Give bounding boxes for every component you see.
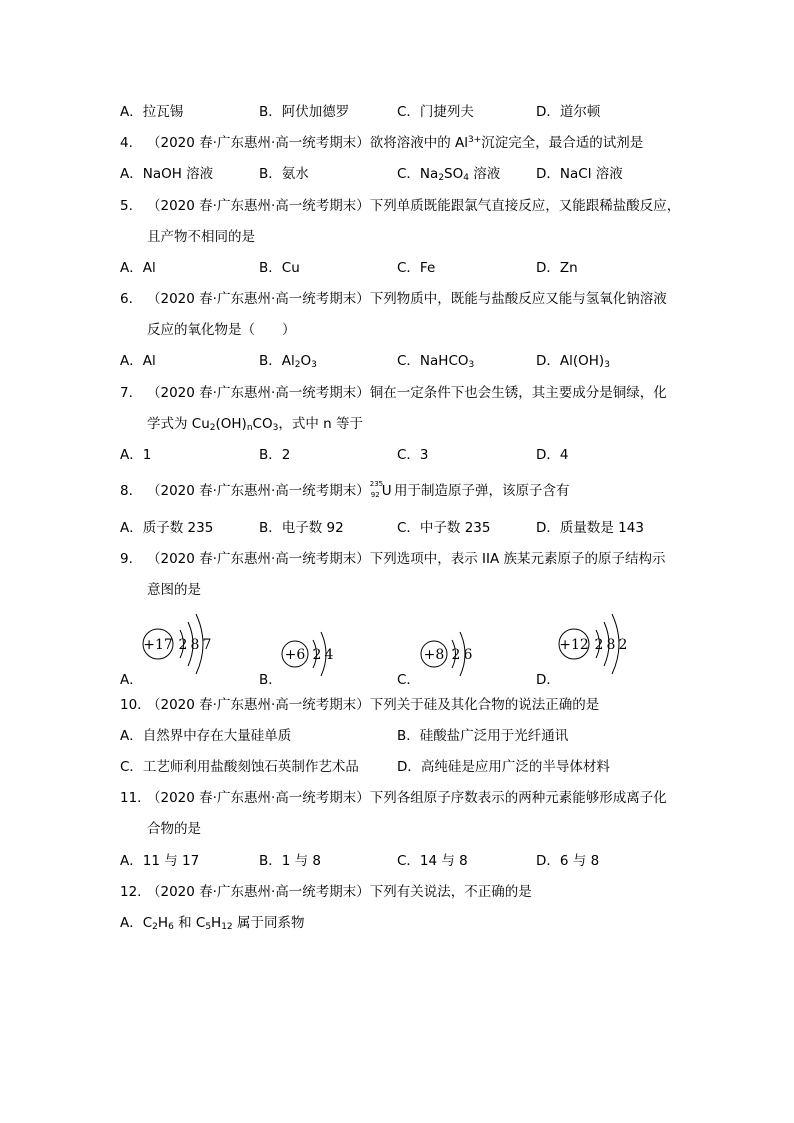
q4-options [0,164,794,184]
nucleus-charge: +17 [143,637,173,653]
nucleus-charge: +12 [559,637,589,653]
q5-option-b: B．Cu [259,260,300,276]
q5-text-line1: （2020 春·广东惠州·高一统考期末）下列单质既能跟氯气直接反应，又能跟稀盐酸反应， [147,198,681,214]
q9-stem-cont [0,580,794,600]
q11-text-line1: （2020 春·广东惠州·高一统考期末）下列各组原子序数表示的两种元素能够形成离子化 [147,790,667,806]
q6-text-line1: （2020 春·广东惠州·高一统考期末）下列物质中，既能与盐酸反应又能与氢氧化钠溶液 [147,291,667,307]
q11-number: 11. [120,790,142,806]
q11-option-b: B．1 与 8 [259,853,322,869]
q11-option-a: A．11 与 17 [120,853,200,869]
shell-electrons: 2 [451,647,461,663]
q5-option-c: C．Fe [397,260,436,276]
q11-option-c: C．14 与 8 [397,853,468,869]
isotope-atomic: 92 [370,491,380,499]
isotope-mass: 235 [369,480,384,488]
q11-options [0,851,794,871]
q3-option-d: D．道尔顿 [536,104,601,120]
q5-text-line2: 且产物不相同的是 [147,229,255,245]
shell-electrons: 4 [324,647,334,663]
q7-option-b: B．2 [259,447,291,463]
q8-option-a: A．质子数 235 [120,520,214,536]
q10-option-a: A．自然界中存在大量硅单质 [120,728,292,744]
q3-option-a: A．拉瓦锡 [120,104,184,120]
q7-options [0,445,794,465]
q10-text: （2020 春·广东惠州·高一统考期末）下列关于硅及其化合物的说法正确的是 [147,697,600,713]
q7-stem-cont [0,414,794,434]
q4-number: 4. [120,135,133,151]
q6-option-b: B．$Al_2O_3$ [259,353,317,370]
q5-option-a: A．Al [120,260,156,276]
atom-diagram-b [279,604,349,670]
shell-electrons: 2 [594,637,604,653]
q9-option-d: D． [536,672,560,688]
q7-option-c: C．3 [397,447,429,463]
q9-option-b: B． [259,672,282,688]
shell-electrons: 6 [463,647,473,663]
q3-options [0,102,794,122]
q10-options-row1 [0,726,794,746]
q8-number: 8. [120,483,133,499]
q7-text-line1: （2020 春·广东惠州·高一统考期末）铜在一定条件下也会生锈，其主要成分是铜绿，化 [147,385,667,401]
q7-option-a: A．1 [120,447,152,463]
q6-option-d: D．$Al(OH)_3$ [536,353,610,370]
q3-option-c: C．门捷列夫 [397,104,474,120]
q5-stem-cont [0,227,794,247]
q9-option-a: A． [120,672,143,688]
q6-options [0,351,794,371]
isotope-symbol: U [381,483,392,499]
q11-stem-cont [0,819,794,839]
q8-text: （2020 春·广东惠州·高一统考期末） 235 92 U 用于制造原子弹，该原子含有 [147,480,570,499]
q5-option-d: D．Zn [536,260,578,276]
q12-options [0,913,794,933]
shell-electrons: 2 [312,647,322,663]
q9-text-line1: （2020 春·广东惠州·高一统考期末）下列选项中，表示 IIA 族某元素原子的原子结构示 [147,551,666,567]
q4-stem [0,133,794,153]
q7-number: 7. [120,385,133,401]
shell-electrons: 7 [202,637,212,653]
q5-stem [0,196,794,216]
q8-option-b: B．电子数 92 [259,520,344,536]
atom-diagram-d [556,604,636,670]
q11-stem [0,788,794,808]
q9-option-c: C． [397,672,420,688]
q12-option-a: A．$C_2H_6$ 和 $C_5H_{12}$ 属于同系物 [120,915,305,932]
q9-number: 9. [120,551,133,567]
q10-option-b: B．硅酸盐广泛用于光纤通讯 [397,728,569,744]
q8-options [0,518,794,538]
q9-stem [0,549,794,569]
q4-option-b: B．氨水 [259,166,309,182]
q7-text-line2: 学式为 $Cu_2(OH)_nCO_3$，式中 n 等于 [147,416,363,433]
atom-diagram-a [140,604,220,670]
atom-diagram-c [418,604,488,670]
q6-stem-cont [0,320,794,340]
q10-number: 10. [120,697,142,713]
q10-options-row2 [0,757,794,777]
q8-option-c: C．中子数 235 [397,520,491,536]
shell-electrons: 8 [606,637,616,653]
q5-number: 5. [120,198,133,214]
q7-stem [0,383,794,403]
nucleus-charge: +8 [423,647,445,663]
q4-option-d: D．NaCl 溶液 [536,166,623,182]
q9-text-line2: 意图的是 [147,582,201,598]
q4-option-a: A．NaOH 溶液 [120,166,214,182]
q6-text-line2: 反应的氧化物是（ ） [147,322,296,338]
q3-option-b: B．阿伏加德罗 [259,104,350,120]
q6-number: 6. [120,291,133,307]
q10-option-d: D．高纯硅是应用广泛的半导体材料 [397,759,610,775]
q7-option-d: D．4 [536,447,569,463]
q6-option-a: A．Al [120,353,156,369]
q12-number: 12. [120,884,142,900]
shell-electrons: 8 [190,637,200,653]
q8-stem [0,481,794,501]
q10-option-c: C．工艺师利用盐酸刻蚀石英制作艺术品 [120,759,359,775]
q6-option-c: C．NaHCO$_3$ [397,353,475,370]
shell-electrons: 2 [178,637,188,653]
isotope-notation [370,481,390,501]
q8-option-d: D．质量数是 143 [536,520,644,536]
q11-text-line2: 合物的是 [147,821,201,837]
q6-stem [0,289,794,309]
shell-electrons: 2 [618,637,628,653]
q11-option-d: D．6 与 8 [536,853,600,869]
q4-text: （2020 春·广东惠州·高一统考期末）欲将溶液中的 $Al^{3+}$沉淀完全，最合适的试剂是 [147,135,644,151]
q12-text: （2020 春·广东惠州·高一统考期末）下列有关说法，不正确的是 [147,884,532,900]
q10-stem [0,695,794,715]
q12-stem [0,882,794,902]
q9-options [0,670,794,690]
nucleus-charge: +6 [284,647,306,663]
q4-option-c: C．$Na_2SO_4$ 溶液 [397,166,501,183]
q5-options [0,258,794,278]
